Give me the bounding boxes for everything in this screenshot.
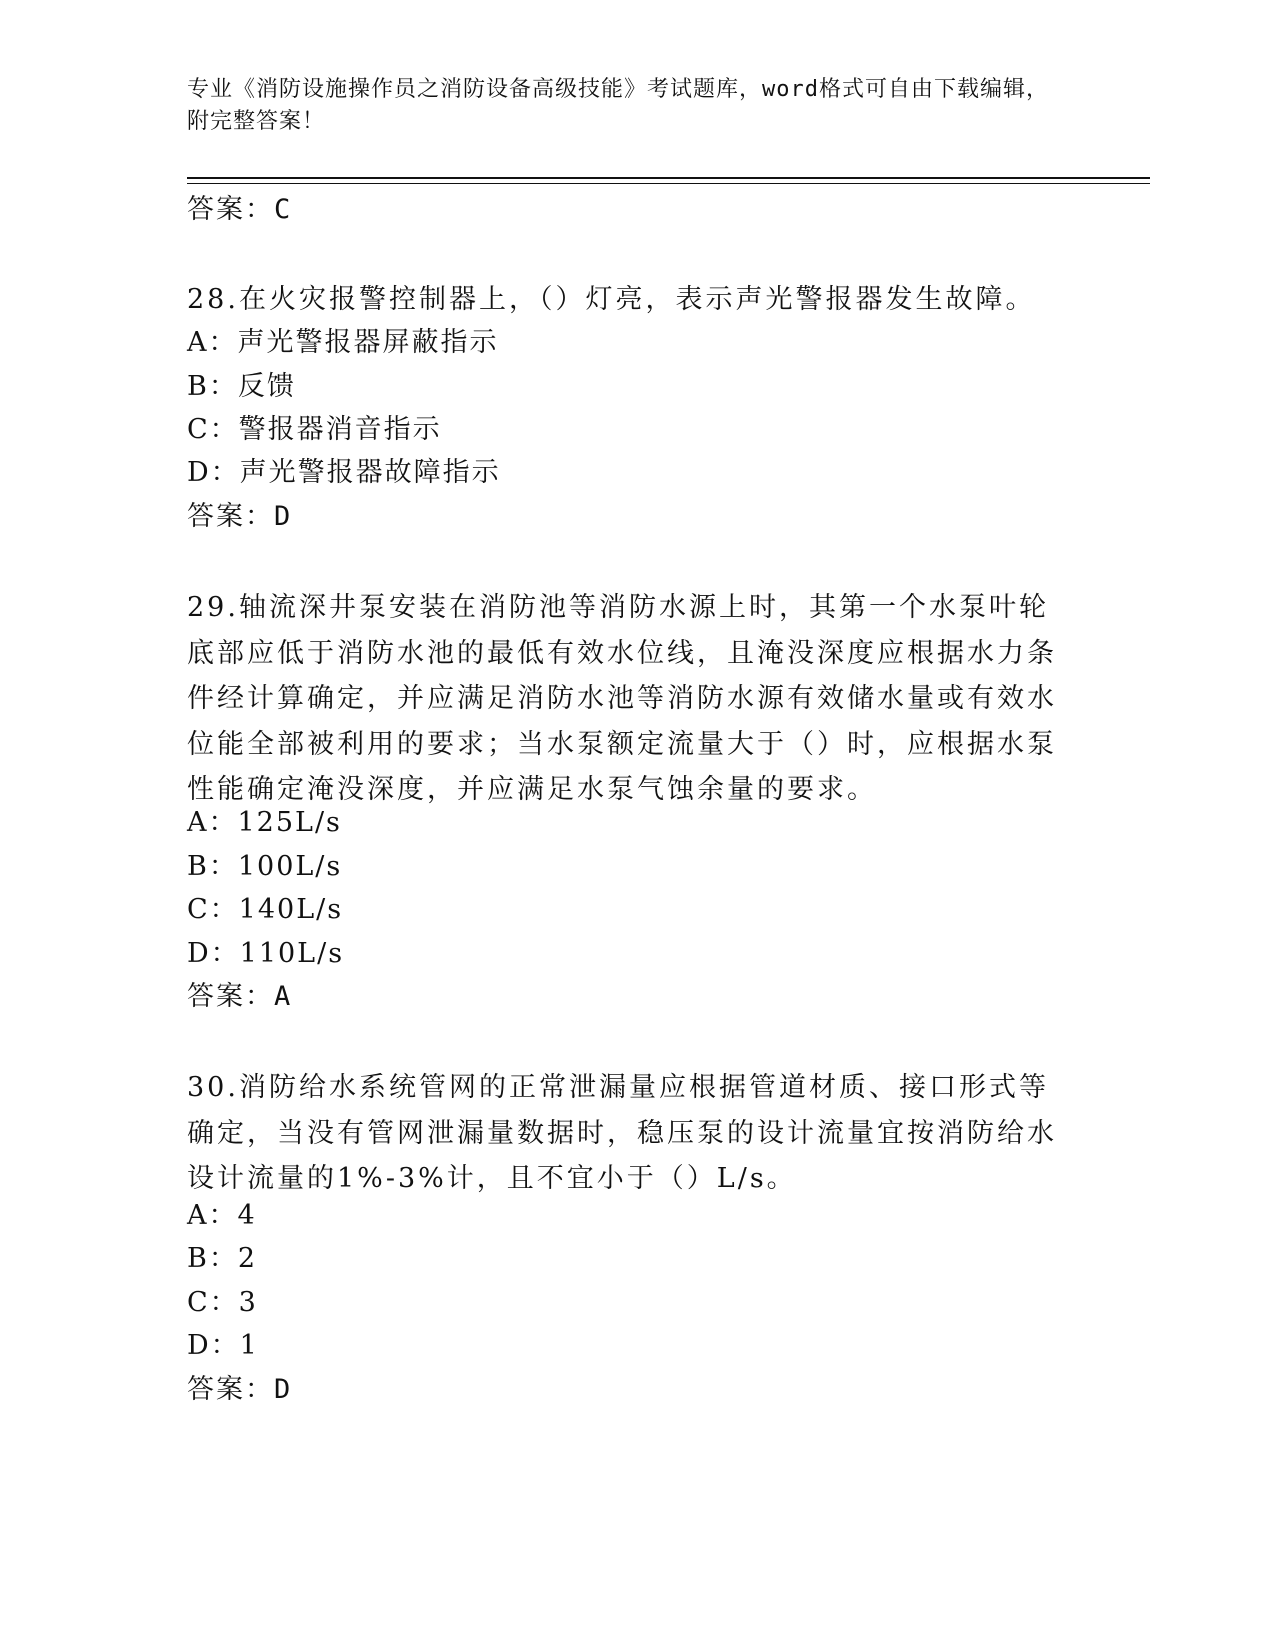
- option-d: D：声光警报器故障指示: [187, 457, 501, 488]
- option-b: B：100L/s: [187, 851, 343, 882]
- option-a: A：125L/s: [187, 807, 342, 838]
- answer-line: 答案：D: [187, 501, 293, 532]
- question-stem: 30.消防给水系统管网的正常泄漏量应根据管道材质、接口形式等确定，当没有管网泄漏量数据时，稳压泵的设计流量宜按消防给水设计流量的1%-3%计，且不宜小于（）L/s。: [187, 1072, 1057, 1194]
- option-a: A：4: [187, 1200, 257, 1231]
- answer-line: 答案：C: [187, 194, 293, 225]
- option-c: C：140L/s: [187, 894, 344, 925]
- option-d: D：110L/s: [187, 938, 345, 969]
- page-header: 专业《消防设施操作员之消防设备高级技能》考试题库，word格式可自由下载编辑，附完整答案！: [187, 77, 1049, 134]
- question-stem: 28.在火灾报警控制器上，（）灯亮，表示声光警报器发生故障。: [187, 284, 1036, 315]
- option-c: C：3: [187, 1287, 258, 1318]
- answer-line: 答案：A: [187, 981, 293, 1012]
- answer-line: 答案：D: [187, 1374, 293, 1405]
- option-a: A：声光警报器屏蔽指示: [187, 327, 499, 358]
- header-divider-thin: [187, 183, 1150, 184]
- option-b: B：反馈: [187, 371, 296, 402]
- question-stem: 29.轴流深井泵安装在消防池等消防水源上时，其第一个水泵叶轮底部应低于消防水池的最低有效水位线，且淹没深度应根据水力条件经计算确定，并应满足消防水池等消防水源有效储水量或有效水位能全部被利用的要求；当水泵额定流量大于（）时，应根据水泵性能确定淹没深度，并应满足水泵气蚀余量的要求。: [187, 592, 1057, 805]
- option-b: B：2: [187, 1243, 258, 1274]
- header-divider: [187, 177, 1150, 179]
- option-d: D：1: [187, 1330, 259, 1361]
- option-c: C：警报器消音指示: [187, 414, 442, 445]
